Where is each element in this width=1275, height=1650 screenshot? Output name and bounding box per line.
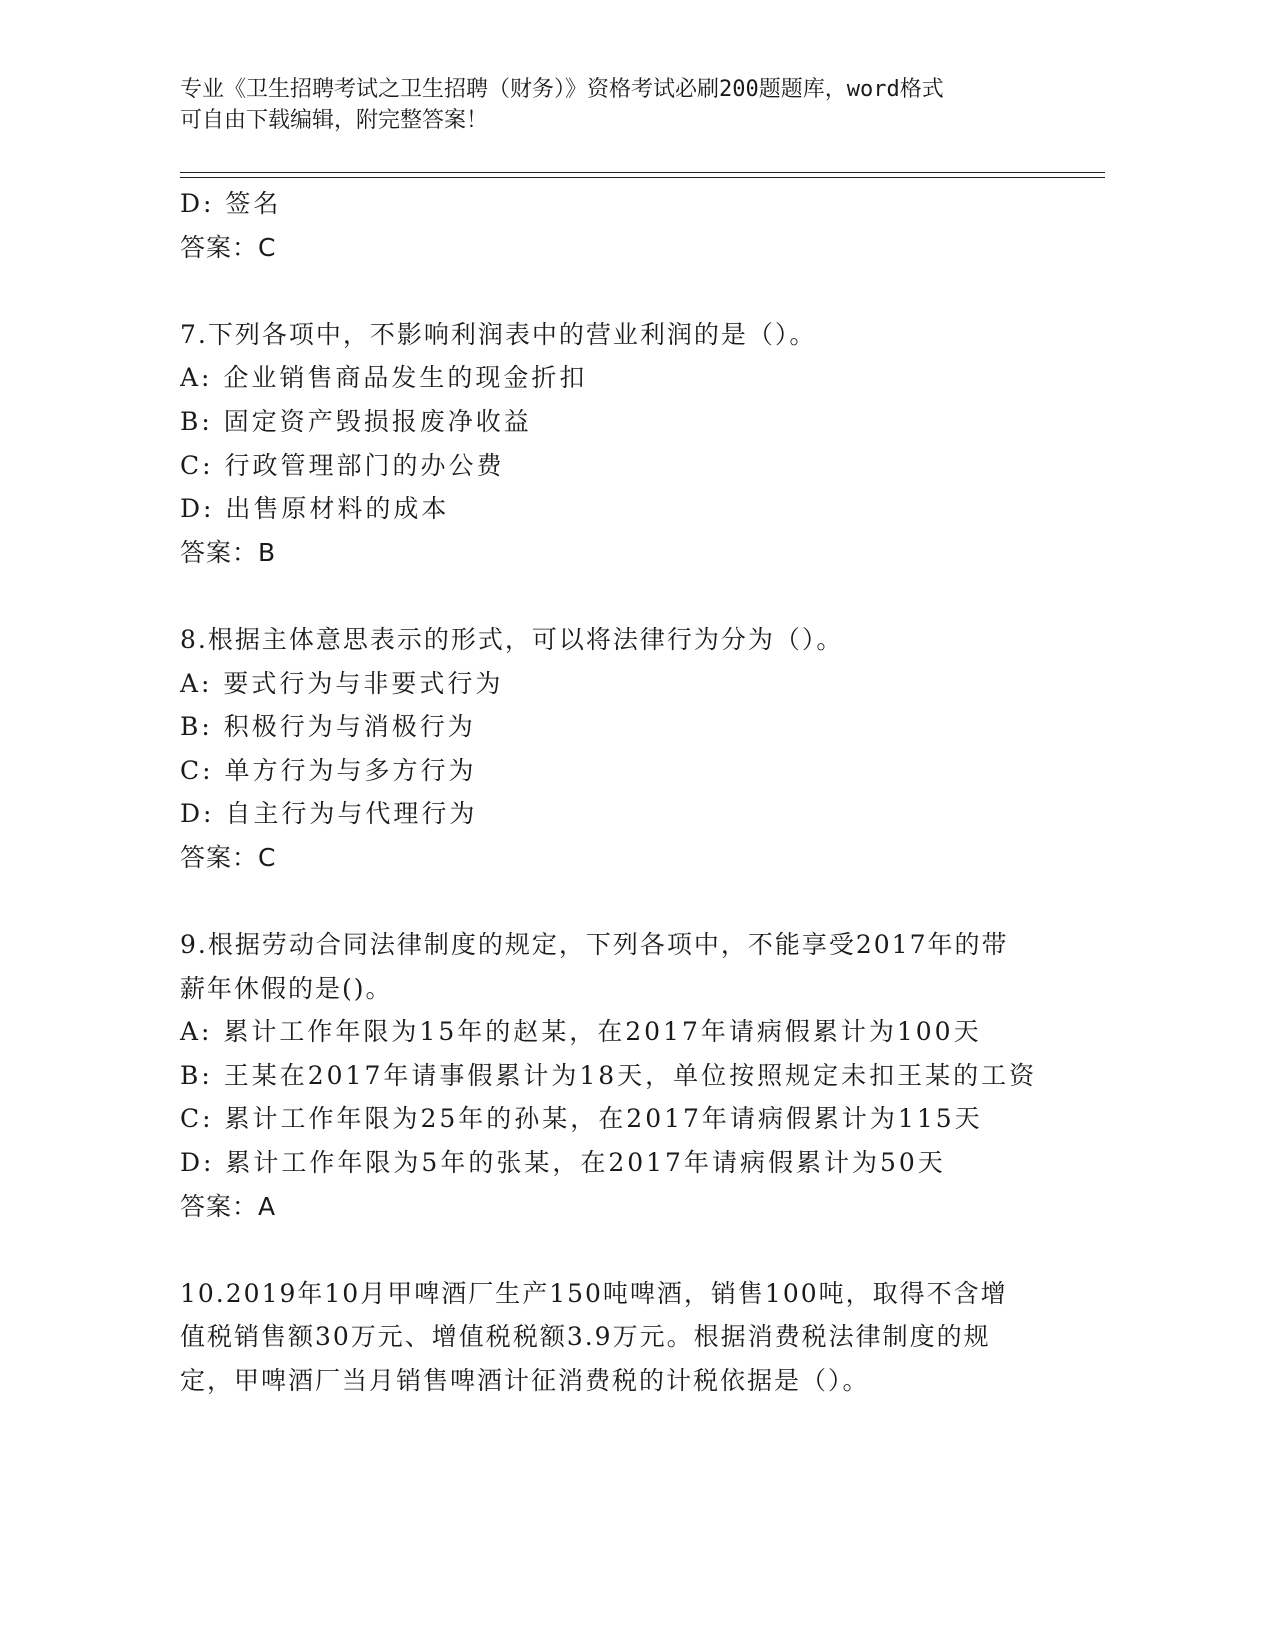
prev-answer: 答案：C <box>180 232 277 262</box>
spacer <box>180 269 1060 313</box>
header-line-1: 专业《卫生招聘考试之卫生招聘（财务）》资格考试必刷200题题库，word格式 <box>180 77 944 102</box>
question-8 <box>180 618 1060 880</box>
spacer <box>180 1228 1060 1272</box>
option-d: D: 累计工作年限为5年的张某，在2017年请病假累计为50天 <box>180 1148 946 1178</box>
question-title-line-3: 定，甲啤酒厂当月销售啤酒计征消费税的计税依据是（）。 <box>180 1366 870 1396</box>
option-c: C: 累计工作年限为25年的孙某，在2017年请病假累计为115天 <box>180 1104 983 1134</box>
option-b: B: 固定资产毁损报废净收益 <box>180 406 532 436</box>
question-7 <box>180 313 1060 575</box>
option-c: C: 行政管理部门的办公费 <box>180 450 505 480</box>
header-divider-bottom <box>180 177 1105 178</box>
answer: 答案：A <box>180 1191 277 1221</box>
question-title-line-2: 薪年休假的是()。 <box>180 973 393 1003</box>
option-d: D: 自主行为与代理行为 <box>180 799 478 829</box>
question-title: 8.根据主体意思表示的形式，可以将法律行为分为（）。 <box>180 624 844 654</box>
question-title-line-1: 10.2019年10月甲啤酒厂生产150吨啤酒，销售100吨，取得不含增 <box>180 1278 1008 1308</box>
question-title-line-2: 值税销售额30万元、增值税税额3.9万元。根据消费税法律制度的规 <box>180 1322 991 1352</box>
answer: 答案：B <box>180 537 277 567</box>
page-header <box>180 74 1040 136</box>
option-a: A: 要式行为与非要式行为 <box>180 668 504 698</box>
question-content <box>180 182 1060 1403</box>
answer: 答案：C <box>180 842 277 872</box>
option-c: C: 单方行为与多方行为 <box>180 755 477 785</box>
option-b: B: 王某在2017年请事假累计为18天，单位按照规定未扣王某的工资 <box>180 1060 1038 1090</box>
spacer <box>180 574 1060 618</box>
question-9 <box>180 923 1060 1228</box>
header-divider-top <box>180 172 1105 173</box>
question-10 <box>180 1272 1060 1403</box>
question-title: 7.下列各项中，不影响利润表中的营业利润的是（）。 <box>180 319 817 349</box>
option-a: A: 企业销售商品发生的现金折扣 <box>180 363 588 393</box>
option-a: A: 累计工作年限为15年的赵某，在2017年请病假累计为100天 <box>180 1017 982 1047</box>
prev-option-d: D: 签名 <box>180 189 282 218</box>
header-line-2: 可自由下载编辑，附完整答案！ <box>180 108 489 133</box>
question-title-line-1: 9.根据劳动合同法律制度的规定，下列各项中，不能享受2017年的带 <box>180 930 1009 960</box>
option-d: D: 出售原材料的成本 <box>180 494 450 524</box>
option-b: B: 积极行为与消极行为 <box>180 712 476 742</box>
spacer <box>180 880 1060 924</box>
